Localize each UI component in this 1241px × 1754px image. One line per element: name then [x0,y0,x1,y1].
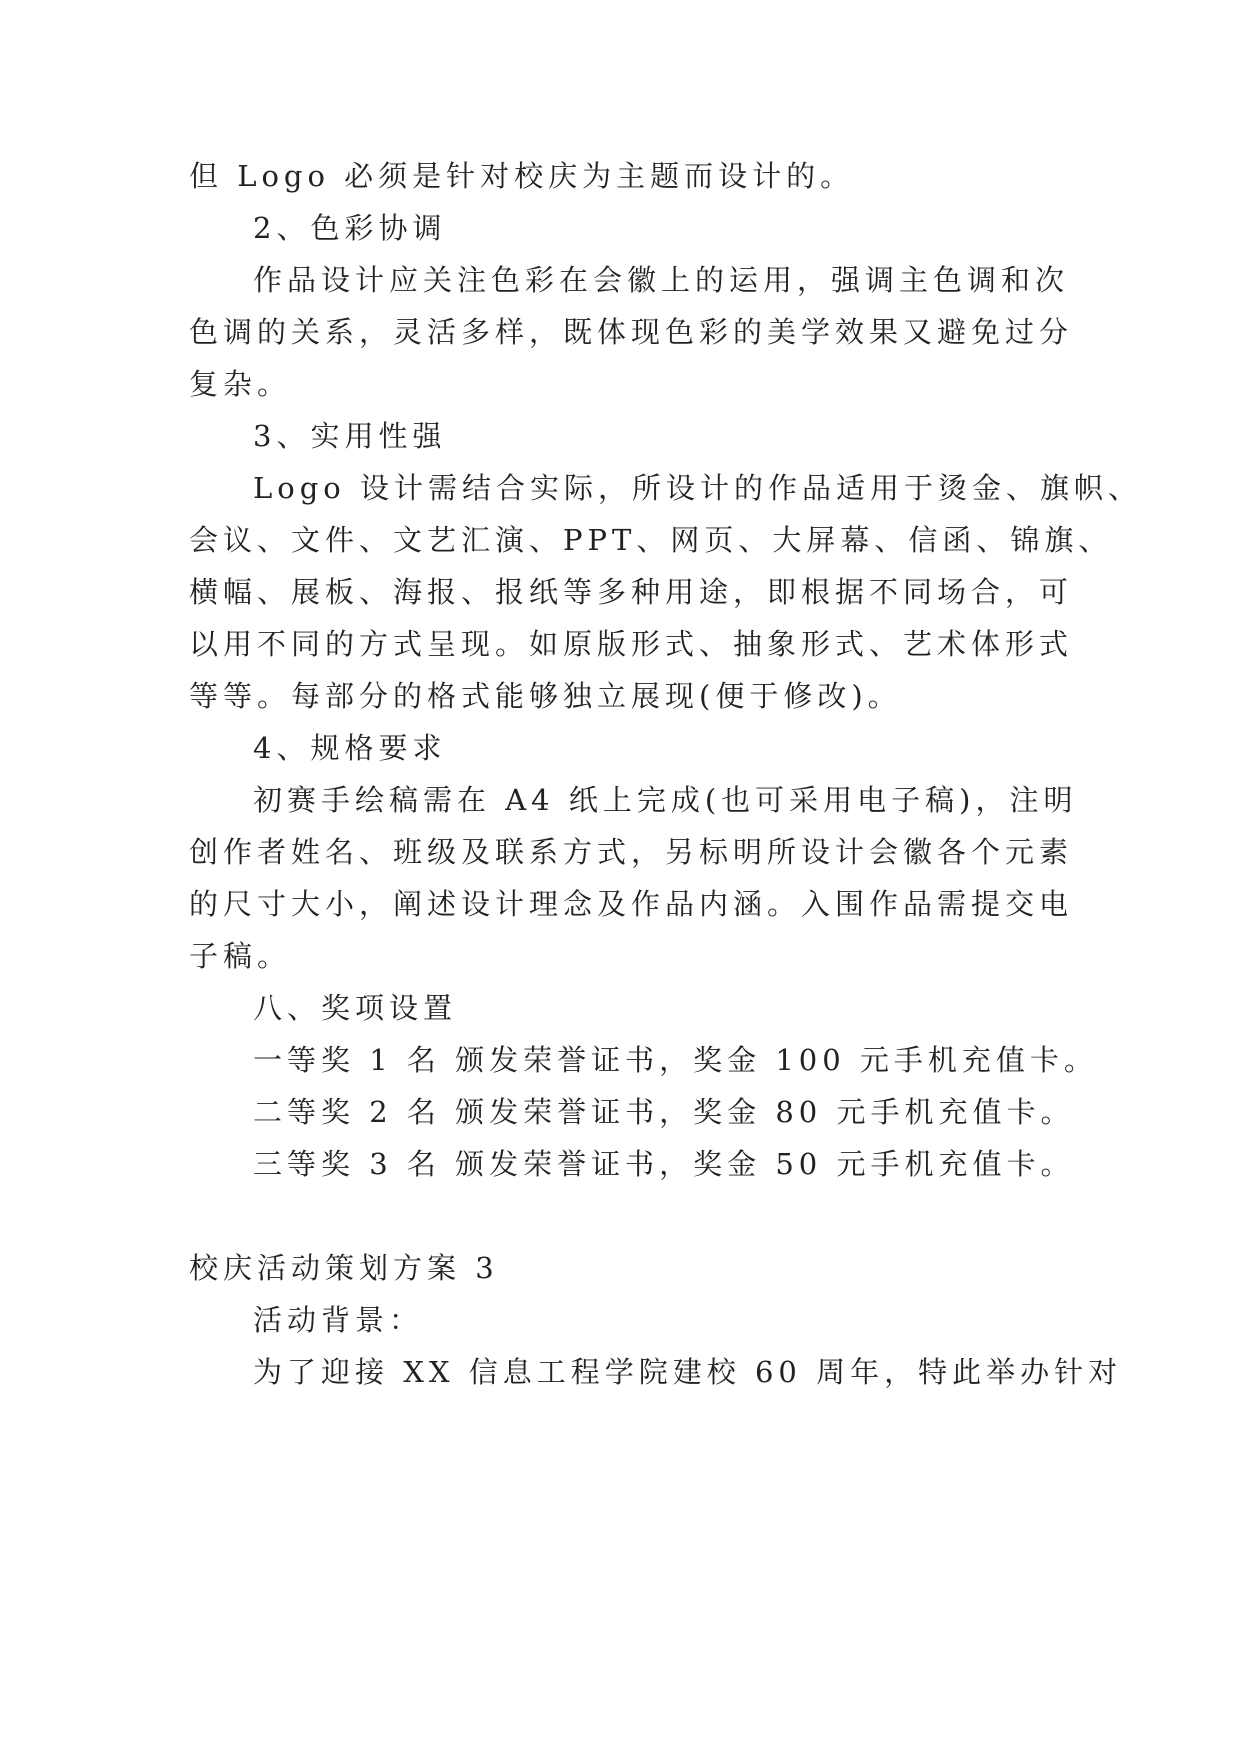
paragraph-line: 以用不同的方式呈现。如原版形式、抽象形式、艺术体形式 [189,627,1074,661]
paragraph-line: 创作者姓名、班级及联系方式，另标明所设计会徽各个元素 [189,835,1074,869]
paragraph-line: 会议、文件、文艺汇演、PPT、网页、大屏幕、信函、锦旗、 [189,523,1113,557]
section-heading: 4、规格要求 [253,731,447,765]
section-heading: 2、色彩协调 [253,211,447,245]
award-line: 二等奖 2 名 颁发荣誉证书，奖金 80 元手机充值卡。 [253,1095,1075,1129]
paragraph-line: 作品设计应关注色彩在会徽上的运用，强调主色调和次 [253,263,1070,297]
section-heading: 八、奖项设置 [253,991,458,1025]
paragraph-line: 横幅、展板、海报、报纸等多种用途，即根据不同场合，可 [189,575,1074,609]
award-line: 三等奖 3 名 颁发荣誉证书，奖金 50 元手机充值卡。 [253,1147,1075,1181]
section-heading: 3、实用性强 [253,419,447,453]
paragraph-line: 等等。每部分的格式能够独立展现(便于修改)。 [189,679,902,713]
paragraph-line: 子稿。 [189,939,292,973]
paragraph-line: 初赛手绘稿需在 A4 纸上完成(也可采用电子稿)，注明 [253,783,1078,817]
section-heading: 活动背景： [253,1303,424,1337]
paragraph-line: Logo 设计需结合实际，所设计的作品适用于烫金、旗帜、 [253,471,1142,505]
paragraph-line: 为了迎接 XX 信息工程学院建校 60 周年，特此举办针对 [253,1355,1123,1389]
document-title: 校庆活动策划方案 3 [189,1251,499,1285]
paragraph-line: 的尺寸大小，阐述设计理念及作品内涵。入围作品需提交电 [189,887,1074,921]
paragraph-line: 复杂。 [189,367,292,401]
body-text-line: 但 Logo 必须是针对校庆为主题而设计的。 [189,159,855,193]
award-line: 一等奖 1 名 颁发荣誉证书，奖金 100 元手机充值卡。 [253,1043,1098,1077]
paragraph-line: 色调的关系，灵活多样，既体现色彩的美学效果又避免过分 [189,315,1074,349]
